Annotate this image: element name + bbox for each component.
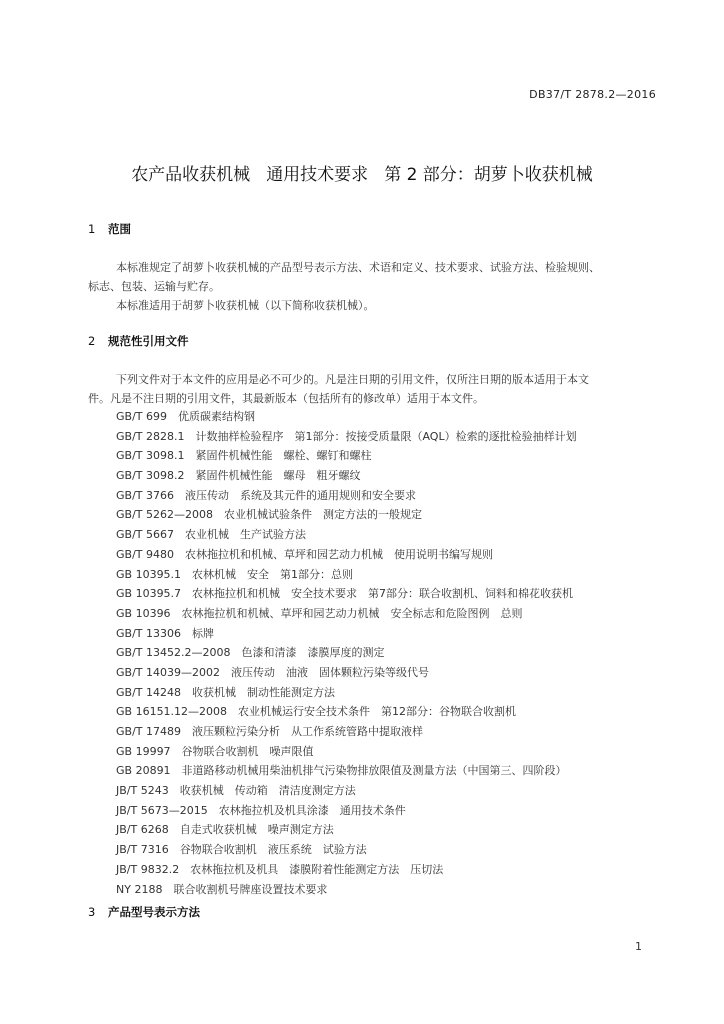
reference-item: GB 19997 谷物联合收割机 噪声限值 xyxy=(116,744,314,758)
reference-item: GB/T 699 优质碳素结构钢 xyxy=(116,410,255,423)
section-title: 规范性引用文件 xyxy=(108,334,189,348)
title-part-3: 第 2 部分：胡萝卜收获机械 xyxy=(384,165,593,185)
title-part-2: 通用技术要求 xyxy=(266,165,369,185)
reference-item: GB/T 9480 农林拖拉机和机械、草坪和园艺动力机械 使用说明书编写规则 xyxy=(116,547,493,561)
section-number: 1 xyxy=(88,222,96,236)
reference-item: GB 16151.12—2008 农业机械运行安全技术条件 第12部分：谷物联合收割机 xyxy=(116,705,517,719)
paragraph-line: 件。凡是不注日期的引用文件，其最新版本（包括所有的修改单）适用于本文件。 xyxy=(88,392,484,405)
section-title: 范围 xyxy=(108,222,131,236)
reference-item: JB/T 9832.2 农林拖拉机及机具 漆膜附着性能测定方法 压切法 xyxy=(116,862,444,876)
section-number: 3 xyxy=(88,905,96,919)
paragraph-line: 本标准规定了胡萝卜收获机械的产品型号表示方法、术语和定义、技术要求、试验方法、检验规则、 xyxy=(116,261,600,274)
reference-item: GB/T 14248 收获机械 制动性能测定方法 xyxy=(116,685,335,699)
reference-item: GB/T 13452.2—2008 色漆和清漆 漆膜厚度的测定 xyxy=(116,646,385,660)
reference-item: JB/T 6268 自走式收获机械 噪声测定方法 xyxy=(116,823,334,837)
reference-item: JB/T 5673—2015 农林拖拉机及机具涂漆 通用技术条件 xyxy=(116,803,406,817)
reference-item: NY 2188 联合收割机号牌座设置技术要求 xyxy=(116,882,328,896)
reference-item: GB/T 5262—2008 农业机械试验条件 测定方法的一般规定 xyxy=(116,508,422,522)
section-1-body xyxy=(88,258,660,315)
section-3-heading xyxy=(88,904,200,920)
reference-item: GB/T 3766 液压传动 系统及其元件的通用规则和安全要求 xyxy=(116,488,416,502)
normative-references-list xyxy=(116,407,676,899)
paragraph-line: 本标准适用于胡萝卜收获机械（以下简称收获机械）。 xyxy=(116,299,375,312)
reference-item: GB 20891 非道路移动机械用柴油机排气污染物排放限值及测量方法（中国第三、四阶段） xyxy=(116,764,567,778)
reference-item: GB/T 14039—2002 液压传动 油液 固体颗粒污染等级代号 xyxy=(116,665,429,679)
reference-item: GB 10395.1 农林机械 安全 第1部分：总则 xyxy=(116,567,354,581)
reference-item: GB 10395.7 农林拖拉机和机械 安全技术要求 第7部分：联合收割机、饲料和棉花收获机 xyxy=(116,587,574,601)
reference-item: GB 10396 农林拖拉机和机械、草坪和园艺动力机械 安全标志和危险图例 总则 xyxy=(116,606,523,620)
title-part-1: 农产品收获机械 xyxy=(131,165,251,185)
reference-item: GB/T 3098.1 紧固件机械性能 螺栓、螺钉和螺柱 xyxy=(116,449,372,463)
page-number: 1 xyxy=(635,940,642,953)
reference-item: JB/T 5243 收获机械 传动箱 清洁度测定方法 xyxy=(116,784,356,798)
standard-code: DB37/T 2878.2—2016 xyxy=(529,88,656,101)
section-number: 2 xyxy=(88,334,96,348)
section-1-heading xyxy=(88,221,131,237)
reference-item: GB/T 3098.2 紧固件机械性能 螺母 粗牙螺纹 xyxy=(116,469,361,483)
reference-item: GB/T 5667 农业机械 生产试验方法 xyxy=(116,528,306,542)
section-2-heading xyxy=(88,333,189,349)
document-title xyxy=(0,160,724,185)
reference-item: GB/T 2828.1 计数抽样检验程序 第1部分：按接受质量限（AQL）检索的逐批检验抽样计划 xyxy=(116,429,577,443)
section-title: 产品型号表示方法 xyxy=(108,905,200,919)
paragraph-line: 标志、包装、运输与贮存。 xyxy=(88,280,220,293)
reference-item: GB/T 13306 标牌 xyxy=(116,626,214,640)
paragraph-line: 下列文件对于本文件的应用是必不可少的。凡是注日期的引用文件，仅所注日期的版本适用于本文 xyxy=(116,373,589,386)
reference-item: JB/T 7316 谷物联合收割机 液压系统 试验方法 xyxy=(116,843,367,857)
section-2-body xyxy=(88,370,660,408)
reference-item: GB/T 17489 液压颗粒污染分析 从工作系统管路中提取液样 xyxy=(116,725,423,738)
